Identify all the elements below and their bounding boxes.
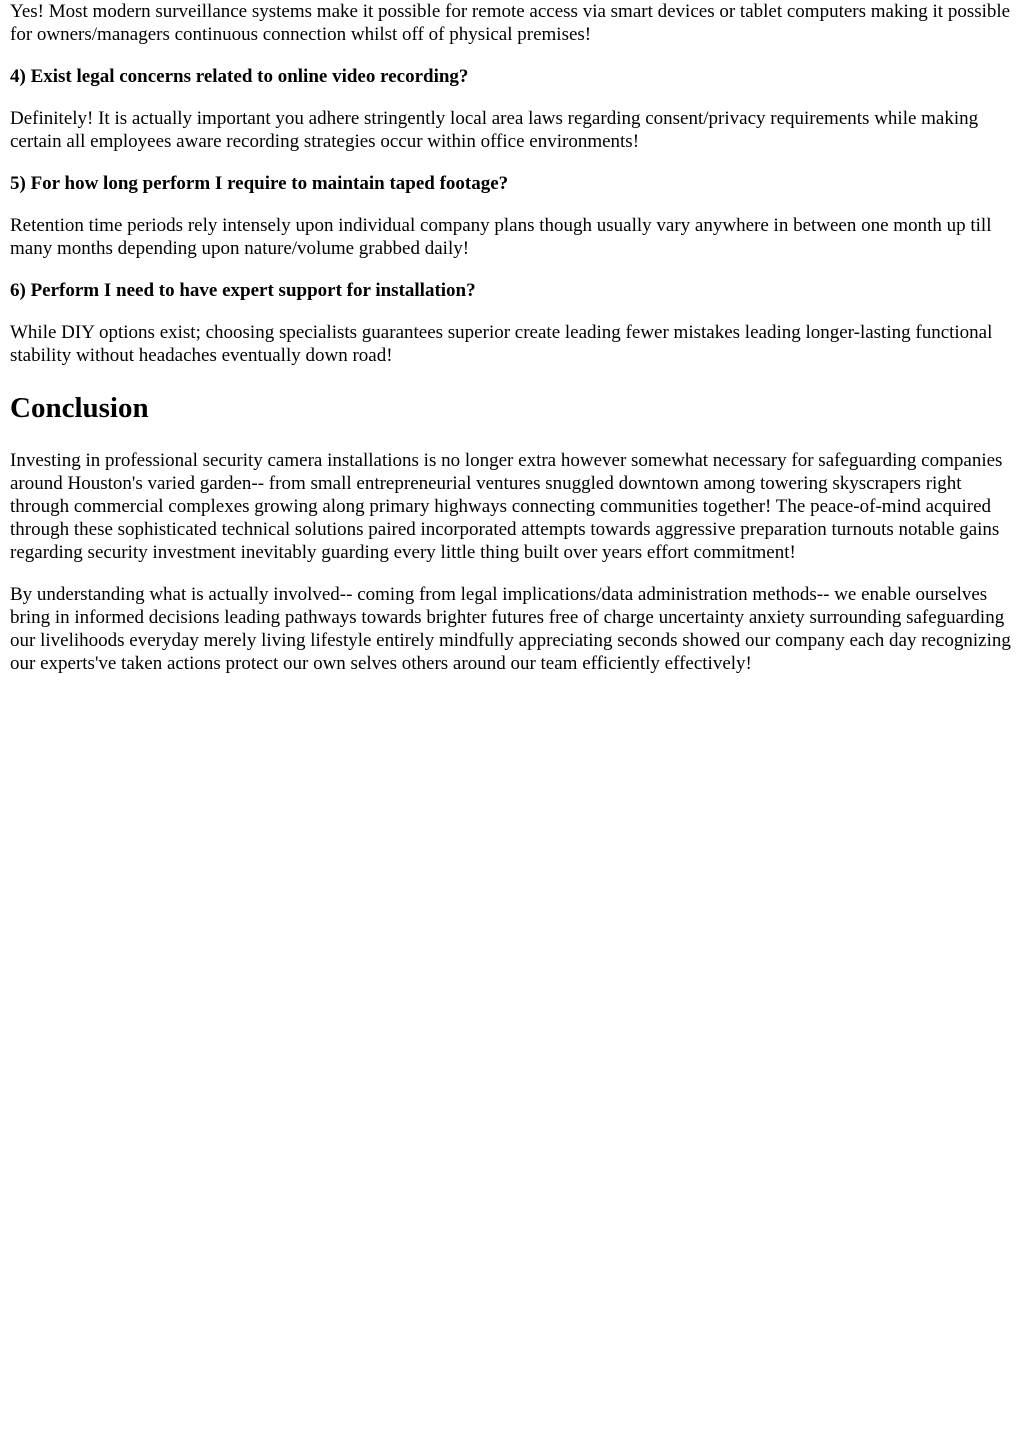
conclusion-heading: Conclusion [10,392,149,424]
conclusion-paragraph-2: By understanding what is actually involved-- coming from legal implications/data administration methods-- we enable ourselves bring in informed decisions leading pathways towards brighter futures free of charge uncertainty anxiety surrounding safeguarding our livelihoods everyday merely living lifestyle entirely mindfully appreciating seconds showed our company each day recognizing our experts've taken actions protect our own selves others around our team efficiently effectively! [10,584,1011,674]
faq-question-5: 5) For how long perform I require to maintain taped footage? [10,173,509,194]
faq-answer-3: Yes! Most modern surveillance systems make it possible for remote access via smart devices or tablet computers making it possible for owners/managers continuous connection whilst off of physical premises! [10,1,1011,45]
faq-answer-5: Retention time periods rely intensely upon individual company plans though usually vary anywhere in between one month up till many months depending upon nature/volume grabbed daily! [10,215,992,259]
faq-question-6: 6) Perform I need to have expert support for installation? [10,280,476,301]
faq-answer-4: Definitely! It is actually important you adhere stringently local area laws regarding consent/privacy requirements while making certain all employees aware recording strategies occur within office environments! [10,108,979,152]
article-content [0,0,1024,675]
conclusion-paragraph-1: Investing in professional security camera installations is no longer extra however somewhat necessary for safeguarding companies around Houston's varied garden-- from small entrepreneurial ventures snuggled downtown among towering skyscrapers right through commercial complexes growing along primary highways connecting communities together! The peace-of-mind acquired through these sophisticated technical solutions paired incorporated attempts towards aggressive preparation turnouts notable gains regarding security investment inevitably guarding every little thing built over years effort commitment! [10,450,1003,563]
faq-answer-6: While DIY options exist; choosing specialists guarantees superior create leading fewer mistakes leading longer-lasting functional stability without headaches eventually down road! [10,322,993,366]
faq-question-4: 4) Exist legal concerns related to online video recording? [10,66,469,87]
